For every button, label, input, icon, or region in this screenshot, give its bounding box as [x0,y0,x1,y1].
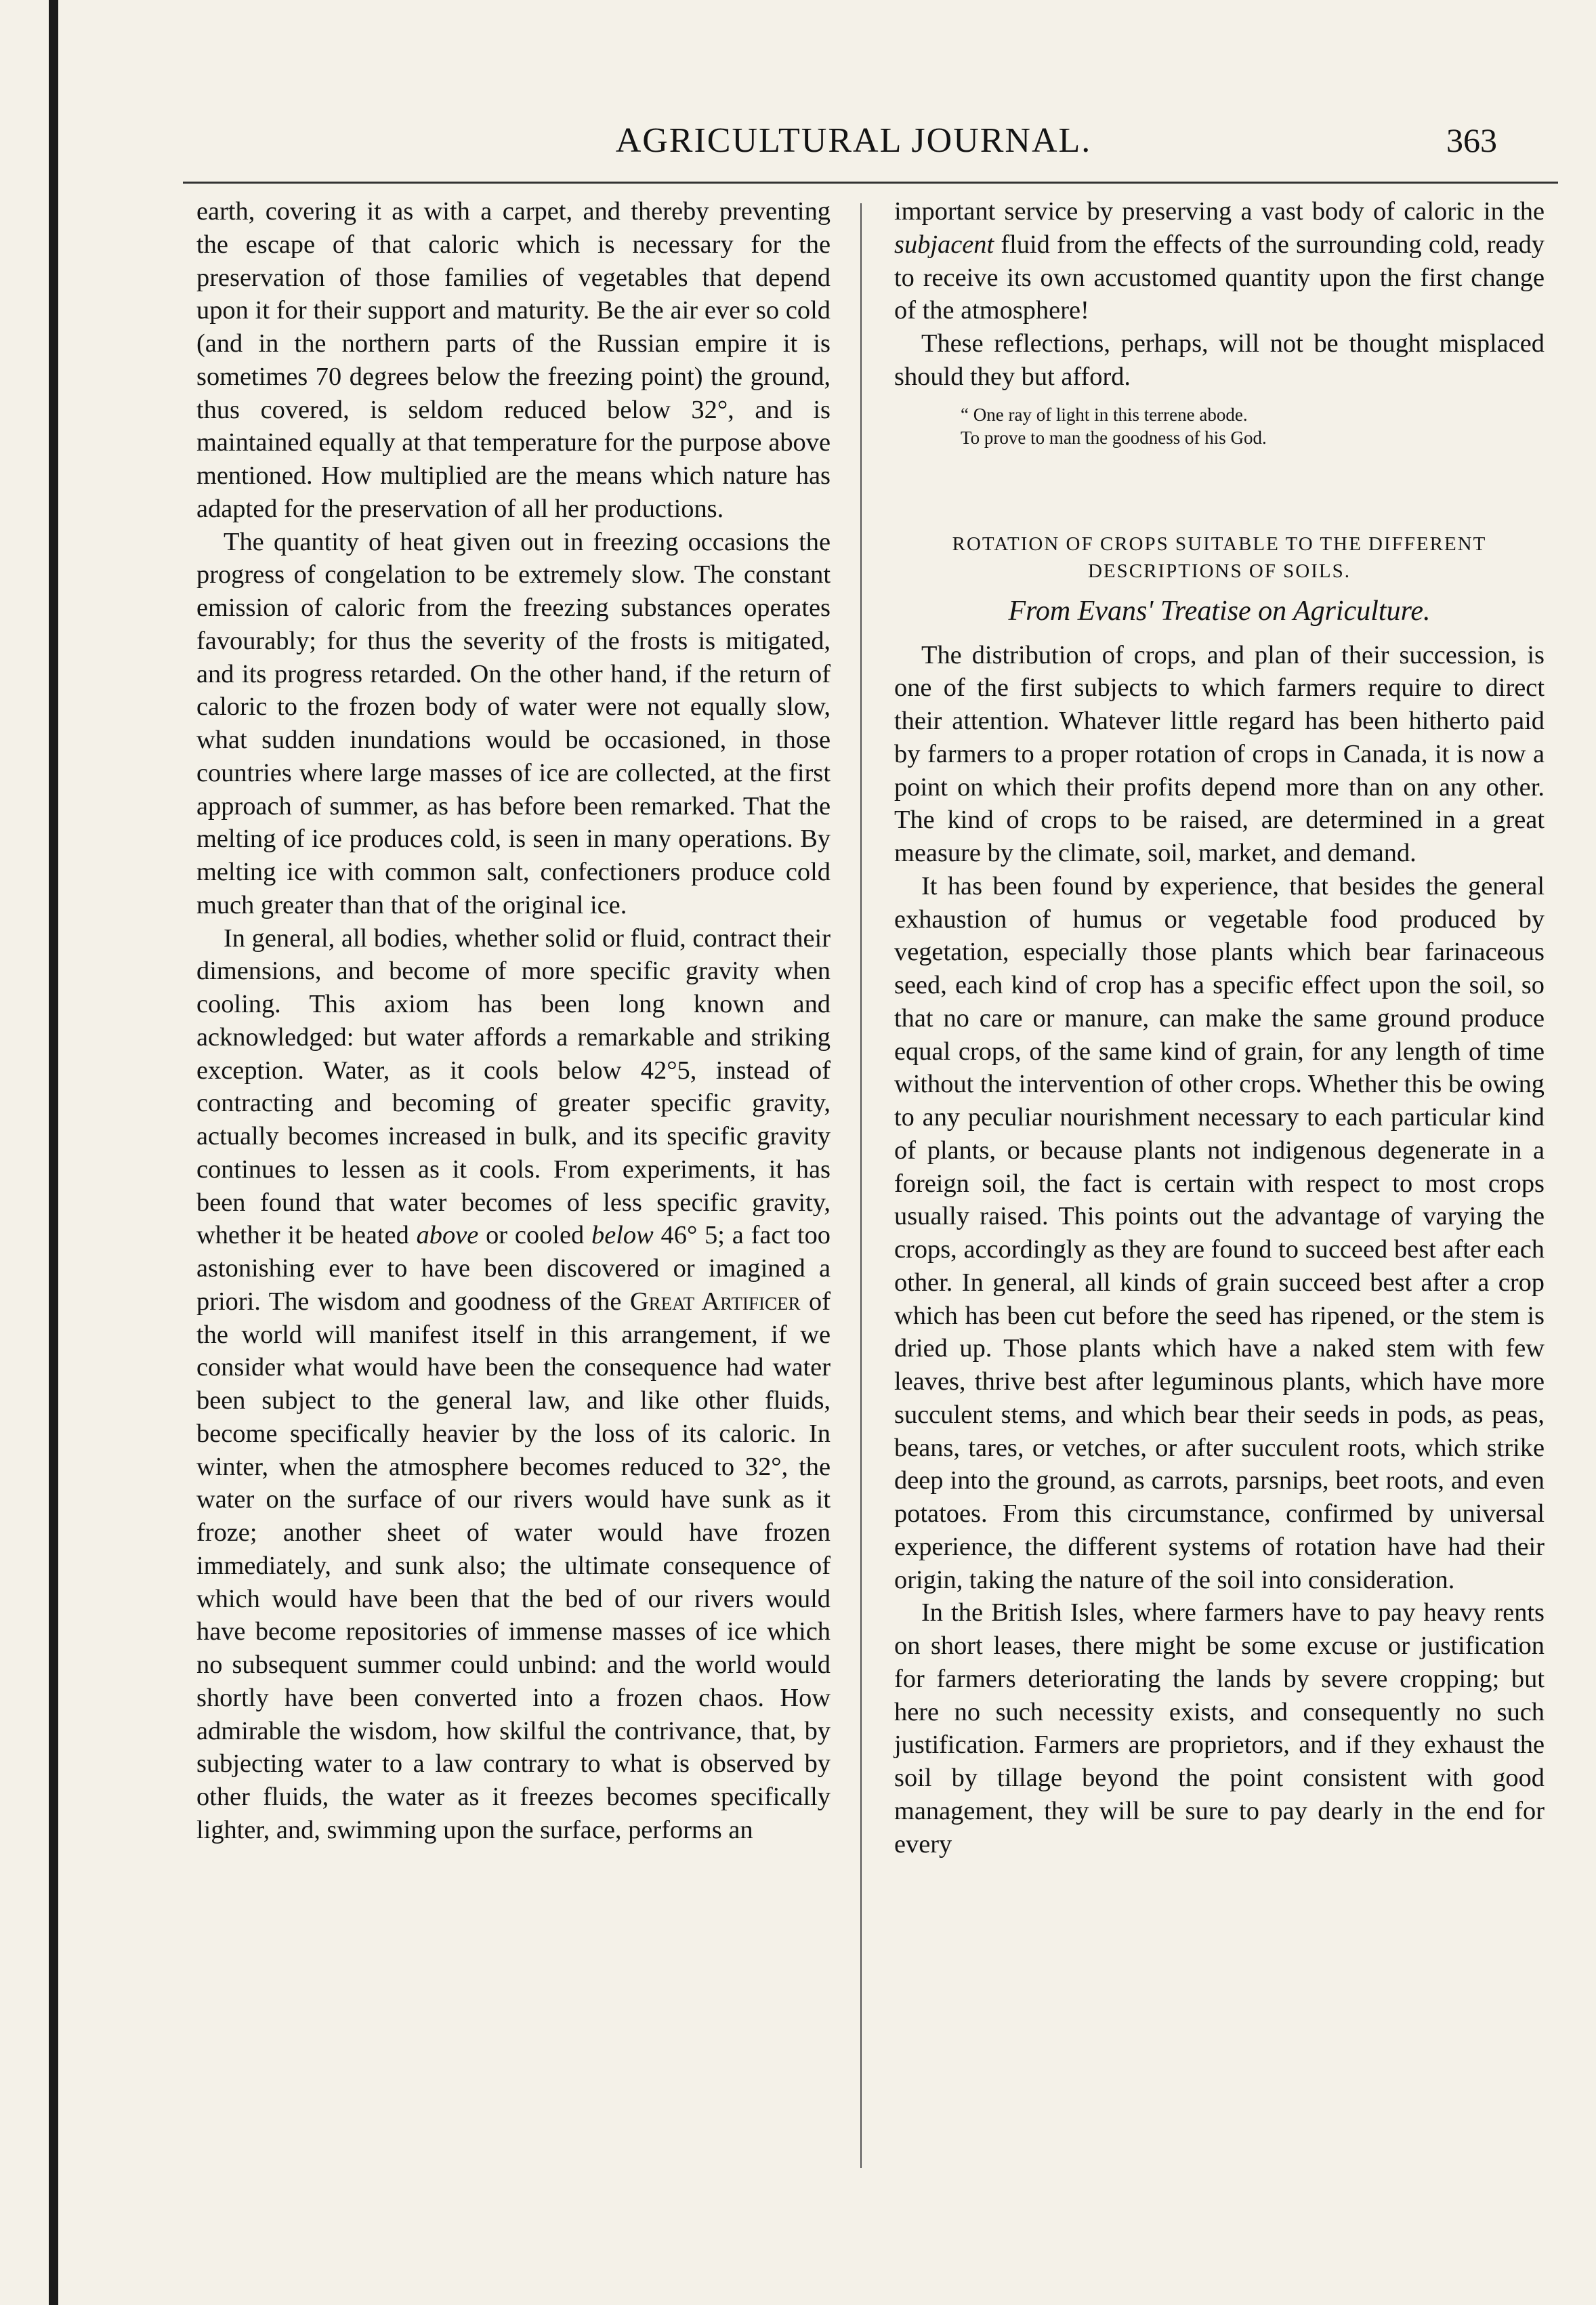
small-caps-phrase: Great Artificer [629,1287,801,1316]
right-column [894,195,1545,1861]
italic-word: below [591,1221,654,1250]
column-divider [860,203,862,2168]
binding-edge [49,0,58,2305]
paragraph: important service by preserving a vast body of caloric in the subjacent fluid from the effects of the surrounding cold, ready to receive its own accustomed quantity upon the first change of the atmosphere! [894,197,1545,325]
paragraph: The quantity of heat given out in freezing occasions the progress of congelation to be extremely slow. The constant emission of caloric from the freezing substances operates favourably; for thus the severity of the frosts is mitigated, and its progress retarded. On the other hand, if the return of caloric to the frozen body of water were not equally slow, what sudden inundations would be occasioned, in those countries where large masses of ice are collected, at the first approach of summer, as has before been remarked. That the melting of ice produces cold, is seen in many operations. By melting ice with common salt, confectioners produce cold much greater than that of the original ice. [196,527,831,919]
left-column [196,195,831,1847]
paragraph: earth, covering it as with a carpet, and thereby preventing the escape of that caloric which is necessary for the preservation of those families of vegetables that depend upon it for their support and maturity. Be the air ever so cold (and in the northern parts of the Russian empire it is sometimes 70 degrees below the freezing point) the ground, thus covered, is seldom reduced below 32°, and is maintained equally at that temperature for the purpose above mentioned. How multiplied are the means which nature has adapted for the preservation of all her productions. [196,197,831,523]
verse-line: “ One ray of light in this terrene abode. [961,404,1248,425]
section-heading: ROTATION OF CROPS SUITABLE TO THE DIFFERENT DESCRIPTIONS OF SOILS. [952,533,1487,582]
italic-word: subjacent [894,230,994,259]
italic-word: above [416,1221,479,1250]
page-number: 363 [1446,121,1497,159]
paragraph: These reflections, perhaps, will not be thought misplaced should they but afford. [894,329,1545,391]
paragraph: In the British Isles, where farmers have to pay heavy rents on short leases, there might be some excuse or justification for farmers deteriorating the lands by severe cropping; but here no such necessity exists, and consequently no such justification. Farmers are proprietors, and if they exhaust the soil by tillage beyond the point consistent with good management, they will be sure to pay dearly in the end for every [894,1598,1545,1858]
paragraph: It has been found by experience, that besides the general exhaustion of humus or vegetable food produced by vegetation, especially those plants which bear farinaceous seed, each kind of crop has a specific effect upon the soil, so that no care or manure, can make the same ground produce equal crops, of the same kind of grain, for any length of time without the intervention of other crops. Whether this be owing to any peculiar nourishment necessary to each particular kind of plants, or because plants not indigenous degenerate in a foreign soil, the fact is certain with respect to most crops usually raised. This points out the advantage of varying the crops, accordingly as they are found to succeed best after each other. In general, all kinds of grain succeed best after a crop which has been cut before the seed has ripened, or the stem is dried up. Those plants which have a naked stem with few leaves, thrive best after leguminous plants, which have more succulent stems, and which bear their seeds in pods, as peas, beans, tares, or vetches, or after succulent roots, which strike deep into the ground, as carrots, parsnips, beet roots, and even potatoes. From this circumstance, confirmed by universal experience, the different systems of rotation have had their origin, taking the nature of the soil into consideration. [894,871,1545,1594]
running-title: AGRICULTURAL JOURNAL. [615,121,1092,160]
verse-line: To prove to man the goodness of his God. [961,427,1267,448]
paragraph: In general, all bodies, whether solid or fluid, contract their dimensions, and become of more specific gravity when cooling. This axiom has been long known and acknowledged: but water affords a remarkable and striking exception. Water, as it cools below 42°5, instead of contracting and becoming of greater specific gravity, actually becomes increased in bulk, and its specific gravity continues to lessen as it cools. From experiments, it has been found that water becomes of less specific gravity, whether it be heated above or cooled below 46° 5; a fact too astonishing ever to have been discovered or imagined a priori. The wisdom and goodness of the Great Artificer of the world will manifest itself in this arrangement, if we consider what would have been the consequence had water been subject to the general law, and like other fluids, become specifically heavier by the loss of its caloric. In winter, when the atmosphere becomes reduced to 32°, the water on the surface of our rivers would have sunk as it froze; another sheet of water would have frozen immediately, and sunk also; the ultimate consequence of which would have been that the bed of our rivers would have become repositories of immense masses of ice which no subsequent summer could unbind: and the world would shortly have been converted into a frozen chaos. How admirable the wisdom, how skilful the contrivance, that, by subjecting water to a law contrary to what is observed by other fluids, the water as it freezes becomes specifically lighter, and, swimming upon the surface, performs an [196,923,831,1844]
section-subheading: From Evans' Treatise on Agriculture. [1008,595,1431,627]
header-rule [183,182,1558,184]
page-header [183,121,1524,175]
verse-quote [961,403,1545,449]
paragraph: The distribution of crops, and plan of their succession, is one of the first subjects to which farmers require to direct their attention. Whatever little regard has been hitherto paid by farmers to a proper rotation of crops in Canada, it is now a point on which their profits depend more than on any other. The kind of crops to be raised, are determined in a great measure by the climate, soil, market, and demand. [894,640,1545,867]
